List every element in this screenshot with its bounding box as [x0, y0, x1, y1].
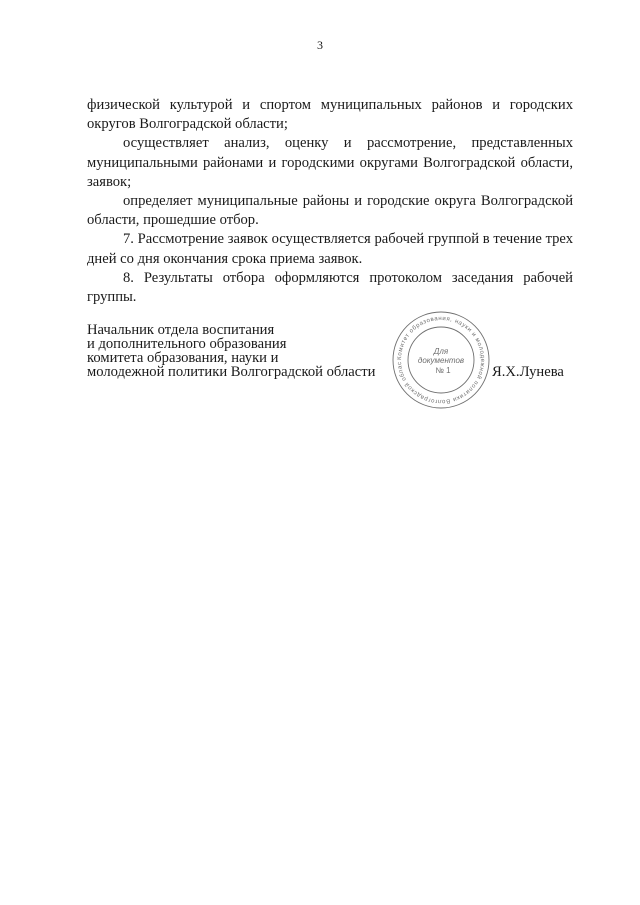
position-line: Начальник отдела воспитания — [87, 322, 275, 338]
official-seal-stamp — [385, 310, 497, 410]
position-line: комитета образования, науки и — [87, 350, 279, 366]
page-number: 3 — [317, 38, 323, 52]
paragraph-analysis: осуществляет анализ, оценку и рассмотрение, представленных муниципальными районами и городскими округами Волгоградской области, заявок; — [87, 135, 573, 190]
signatory-position — [87, 323, 387, 379]
body-text — [87, 96, 573, 307]
seal-center-line-1: Для — [433, 347, 449, 356]
seal-center-line-2: документов — [417, 356, 465, 365]
signatory-name: Я.Х.Лунева — [492, 364, 564, 380]
position-line: и дополнительного образования — [87, 336, 287, 352]
paragraph-selection: определяет муниципальные районы и городские округа Волгоградской области, прошедшие отбор. — [87, 193, 573, 229]
seal-center-line-3: № 1 — [435, 366, 451, 375]
seal-ring-text: Комитет образования, науки и молодежной политики Волгоградской облас — [396, 315, 486, 405]
position-line: молодежной политики Волгоградской области — [87, 364, 376, 380]
paragraph-item-7: 7. Рассмотрение заявок осуществляется рабочей группой в течение трех дней со дня окончания срока приема заявок. — [87, 231, 573, 267]
paragraph-continuation: физической культурой и спортом муниципальных районов и городских округов Волгоградской области; — [87, 97, 573, 133]
paragraph-item-8: 8. Результаты отбора оформляются протоколом заседания рабочей группы. — [87, 269, 573, 306]
